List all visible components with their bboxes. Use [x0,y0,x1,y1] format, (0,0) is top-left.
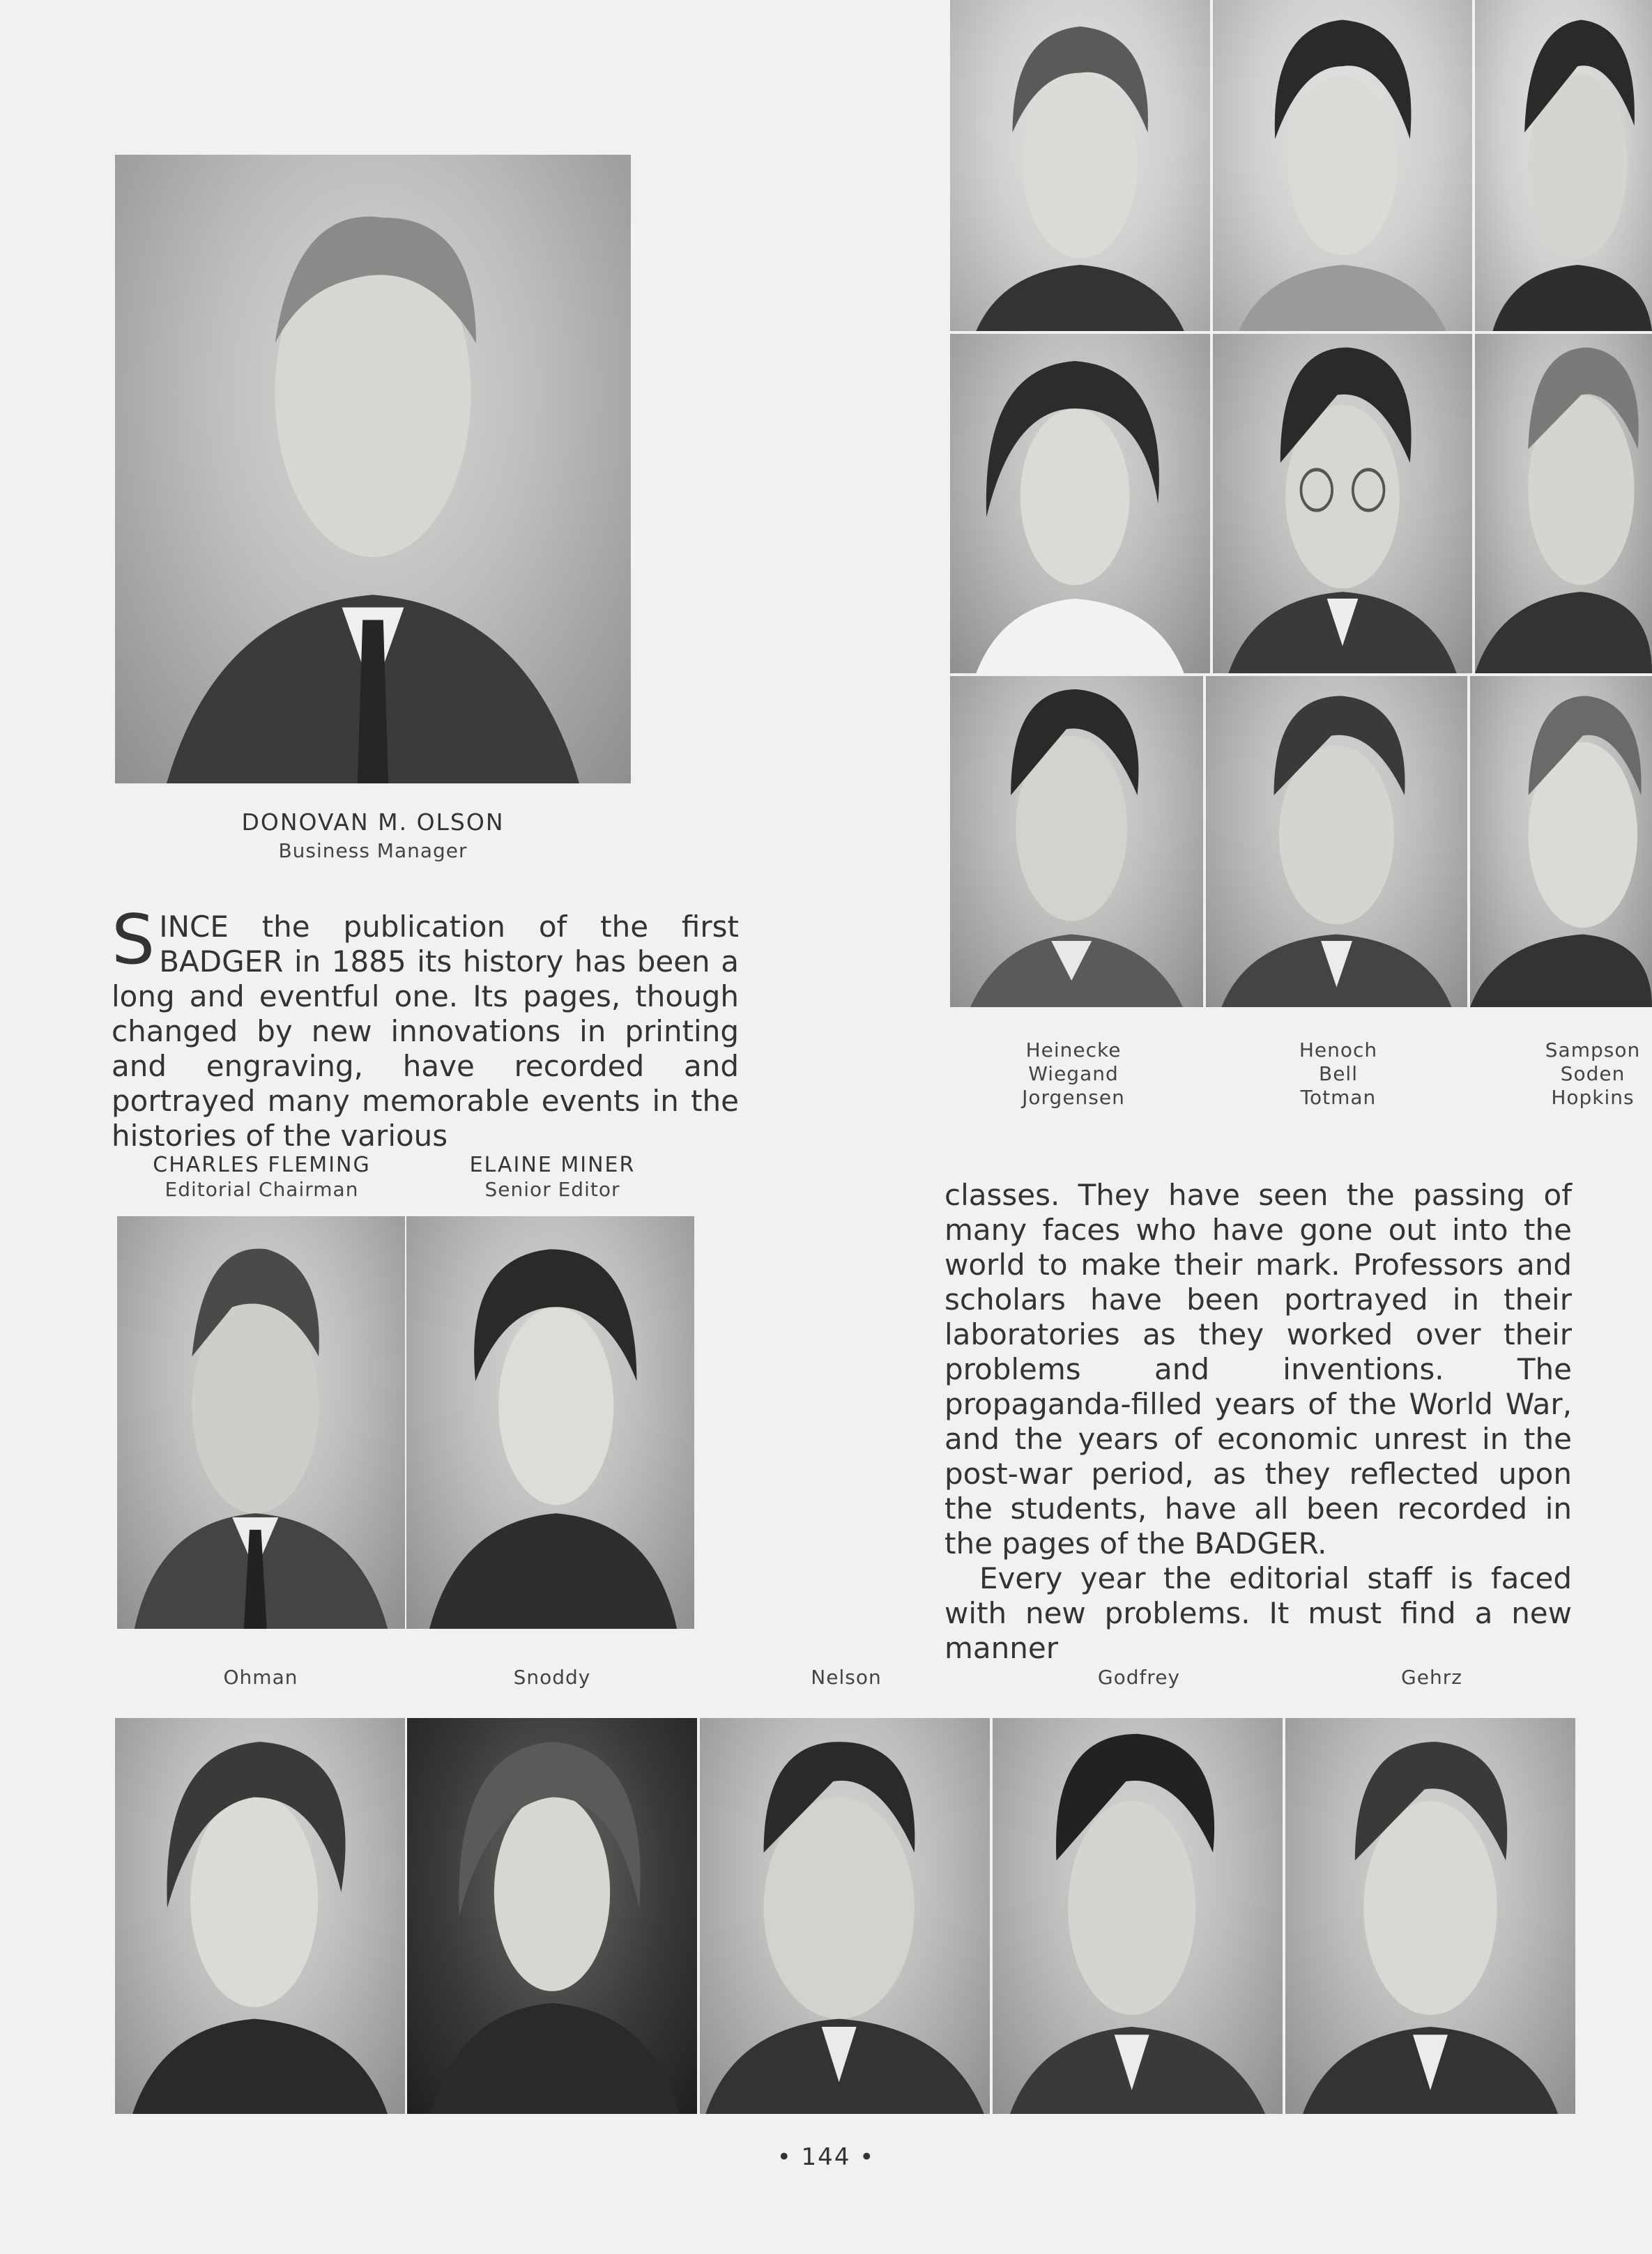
portrait-godfrey [993,1718,1283,2114]
grid-caption-name: Sampson [1545,1038,1641,1061]
grid-caption-middle [1227,1038,1450,1110]
bottom-label-nelson: Nelson [811,1666,882,1689]
editor-name-miner: ELAINE MINER [469,1153,636,1177]
grid-caption-name: Henoch [1299,1038,1378,1061]
portrait-sampson [1475,0,1652,331]
editor-role-miner: Senior Editor [484,1178,620,1201]
portrait-bell [1213,334,1472,673]
continuation-paragraph-1: classes. They have seen the passing of many faces who have gone out into the world to make their mark. Professors and scholars have been portrayed in their laboratories as they worked over their problems and inventions. The propaganda-filled years of the World War, and the years of economic unrest in the post-war period, as they reflected upon the students, have all been recorded in the pages of the BADGER. [944,1178,1572,1561]
portrait-elaine-miner [406,1216,694,1629]
portrait-soden [1475,334,1652,673]
grid-caption-name: Heinecke [1025,1038,1122,1061]
portrait-hopkins [1470,676,1652,1007]
bottom-label-gehrz: Gehrz [1401,1666,1462,1689]
editor-role-fleming: Editorial Chairman [165,1178,359,1201]
bottom-label-godfrey: Godfrey [1097,1666,1181,1689]
grid-caption-name: Jorgensen [1022,1086,1125,1109]
portrait-totman [1206,676,1467,1007]
bottom-label-snoddy: Snoddy [513,1666,591,1689]
grid-caption-left [962,1038,1185,1110]
intro-text: INCE the publication of the first BADGER in 1885 its history has been a long and eventful one. Its pages, though changed by new innovations in printing and engraving, have recorded and portrayed many memorable events in the histories of the various [112,910,739,1153]
grid-caption-name: Wiegand [1028,1062,1119,1085]
grid-caption-name: Soden [1560,1062,1626,1085]
portrait-gehrz [1285,1718,1575,2114]
portrait-snoddy [407,1718,697,2114]
continuation-paragraph-2: Every year the editorial staff is faced with new problems. It must find a new manner [944,1561,1572,1665]
grid-caption-name: Bell [1319,1062,1358,1085]
portrait-nelson [700,1718,990,2114]
olson-role: Business Manager [278,839,468,862]
portrait-donovan-olson [115,155,631,783]
portrait-ohman [115,1718,405,2114]
page-number: • 144 • [777,2143,875,2171]
grid-caption-name: Totman [1300,1086,1377,1109]
portrait-wiegand [950,334,1210,673]
continuation-text [944,1178,1572,1666]
portrait-henoch [1213,0,1472,331]
dropcap: S [112,900,155,980]
portrait-charles-fleming [117,1216,405,1629]
bottom-label-ohman: Ohman [223,1666,298,1689]
olson-name: DONOVAN M. OLSON [241,808,505,836]
portrait-heinecke [950,0,1210,331]
grid-caption-name: Hopkins [1551,1086,1635,1109]
intro-paragraph [112,900,739,1153]
editor-name-fleming: CHARLES FLEMING [153,1153,371,1177]
portrait-jorgensen [950,676,1203,1007]
grid-caption-right [1534,1038,1652,1110]
